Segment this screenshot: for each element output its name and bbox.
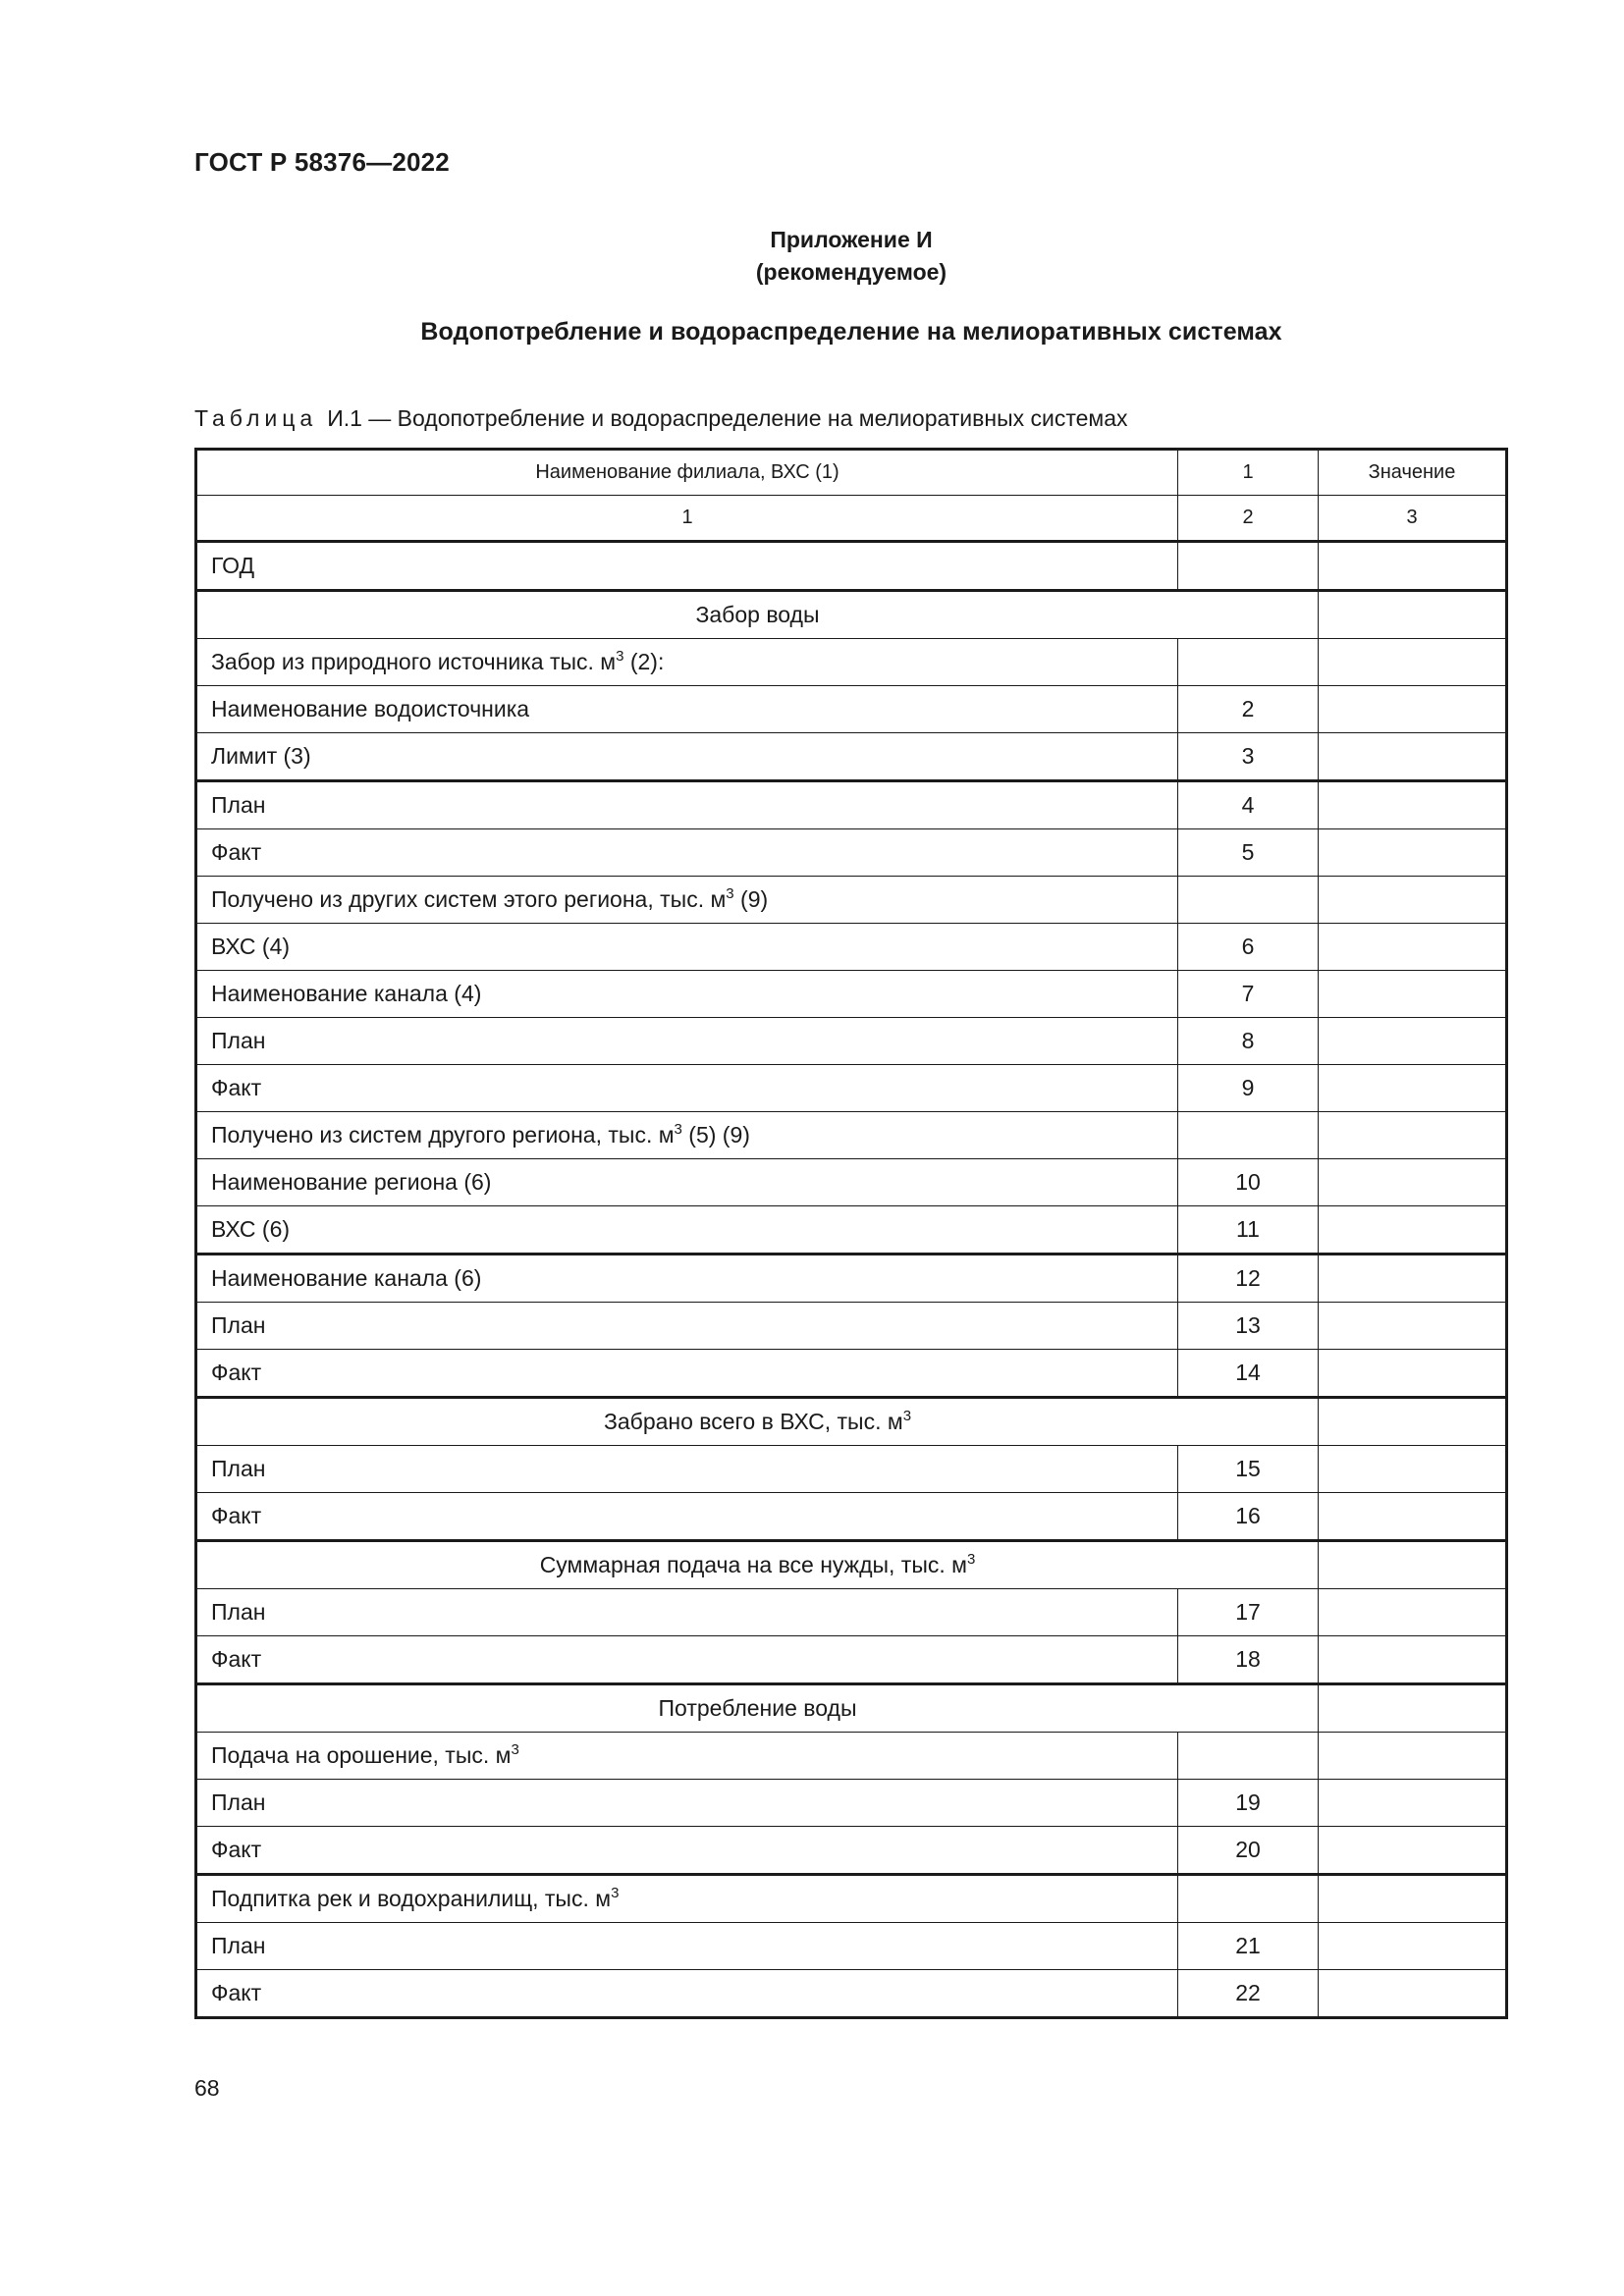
indicator-label: Факт (211, 1360, 262, 1385)
code-cell (1178, 639, 1319, 686)
section-label-cell (196, 1684, 1319, 1733)
indicator-label: Факт (211, 1503, 262, 1528)
table-row (196, 1206, 1507, 1255)
table-row (196, 686, 1507, 733)
indicator-cell (196, 1875, 1178, 1923)
indicator-note: (2): (623, 649, 665, 674)
indicator-label: План (211, 1599, 266, 1625)
value-cell (1319, 829, 1507, 877)
indicator-label: Факт (211, 1646, 262, 1672)
code-cell (1178, 877, 1319, 924)
indicator-label: План (211, 1028, 266, 1053)
code-cell: 9 (1178, 1065, 1319, 1112)
code-cell: 18 (1178, 1636, 1319, 1684)
indicator-cell (196, 1255, 1178, 1303)
indicator-cell (196, 1589, 1178, 1636)
section-label-cell (196, 1398, 1319, 1446)
section-title: Водопотребление и водораспределение на мелиоративных системах (420, 318, 1282, 346)
value-cell (1319, 924, 1507, 971)
indicator-cell (196, 686, 1178, 733)
indicator-cell (196, 1065, 1178, 1112)
indicator-cell (196, 1446, 1178, 1493)
table-section-row (196, 1541, 1507, 1589)
water-use-table (194, 448, 1508, 2019)
indicator-cell (196, 781, 1178, 829)
table-row (196, 1255, 1507, 1303)
table-section-row (196, 1398, 1507, 1446)
table-caption-text: И.1 — Водопотребление и водораспределение на мелиоративных системах (327, 405, 1128, 431)
indicator-label: ВХС (4) (211, 934, 291, 959)
indicator-cell (196, 1827, 1178, 1875)
value-cell (1319, 1206, 1507, 1255)
value-cell (1319, 1684, 1507, 1733)
table-row (196, 1589, 1507, 1636)
indicator-cell (196, 1159, 1178, 1206)
value-cell (1319, 1780, 1507, 1827)
indicator-label: Получено из систем другого региона, тыс. м (211, 1122, 675, 1148)
indicator-label: Получено из других систем этого региона, тыс. м (211, 886, 727, 912)
indicator-cell (196, 1970, 1178, 2018)
value-cell (1319, 1398, 1507, 1446)
header-number-1: 1 (196, 496, 1178, 542)
code-cell: 3 (1178, 733, 1319, 781)
code-cell: 15 (1178, 1446, 1319, 1493)
table-row (196, 1065, 1507, 1112)
table-section-row (196, 591, 1507, 639)
indicator-cell (196, 1493, 1178, 1541)
indicator-cell (196, 829, 1178, 877)
code-cell: 4 (1178, 781, 1319, 829)
code-cell: 7 (1178, 971, 1319, 1018)
value-cell (1319, 1112, 1507, 1159)
code-cell: 16 (1178, 1493, 1319, 1541)
table-row (196, 877, 1507, 924)
header-cell-name: Наименование филиала, ВХС (1) (196, 450, 1178, 496)
table-row (196, 1159, 1507, 1206)
table-header-row-1 (196, 450, 1507, 496)
value-cell (1319, 1350, 1507, 1398)
table-row (196, 1636, 1507, 1684)
appendix-heading (194, 224, 1508, 289)
indicator-label: План (211, 1312, 266, 1338)
value-cell (1319, 1827, 1507, 1875)
value-cell (1319, 1018, 1507, 1065)
indicator-cell (196, 1350, 1178, 1398)
indicator-label: План (211, 1789, 266, 1815)
table-row (196, 971, 1507, 1018)
code-cell (1178, 1112, 1319, 1159)
table-row (196, 1827, 1507, 1875)
code-cell (1178, 542, 1319, 591)
indicator-cell (196, 1733, 1178, 1780)
table-caption-word: Таблица (194, 405, 318, 431)
table-header-row-2 (196, 496, 1507, 542)
indicator-label: Наименование канала (4) (211, 981, 482, 1006)
indicator-cell (196, 639, 1178, 686)
appendix-title: Приложение И (770, 227, 933, 252)
section-label-cell (196, 1541, 1319, 1589)
table-row (196, 924, 1507, 971)
table-row (196, 1018, 1507, 1065)
table-row (196, 1875, 1507, 1923)
header-number-3: 3 (1319, 496, 1507, 542)
table-row (196, 1446, 1507, 1493)
header-number-2: 2 (1178, 496, 1319, 542)
table-row (196, 1780, 1507, 1827)
indicator-label: Наименование канала (6) (211, 1265, 482, 1291)
indicator-label: Забрано всего в ВХС, тыс. м (603, 1409, 903, 1434)
value-cell (1319, 1446, 1507, 1493)
table-row (196, 781, 1507, 829)
indicator-label: План (211, 792, 266, 818)
value-cell (1319, 542, 1507, 591)
value-cell (1319, 591, 1507, 639)
code-cell (1178, 1733, 1319, 1780)
indicator-label: Потребление воды (658, 1695, 857, 1721)
value-cell (1319, 686, 1507, 733)
unit-superscript: 3 (674, 1121, 682, 1138)
table-row (196, 639, 1507, 686)
unit-superscript: 3 (966, 1551, 976, 1568)
indicator-cell (196, 1923, 1178, 1970)
indicator-label: Лимит (3) (211, 743, 311, 769)
table-row (196, 542, 1507, 591)
code-cell: 22 (1178, 1970, 1319, 2018)
code-cell: 21 (1178, 1923, 1319, 1970)
indicator-cell (196, 1636, 1178, 1684)
value-cell (1319, 1541, 1507, 1589)
indicator-label: Забор из природного источника тыс. м (211, 649, 617, 674)
indicator-cell (196, 971, 1178, 1018)
indicator-note: (5) (9) (681, 1122, 750, 1148)
indicator-label: Подпитка рек и водохранилищ, тыс. м (211, 1886, 612, 1911)
code-cell: 19 (1178, 1780, 1319, 1827)
value-cell (1319, 1159, 1507, 1206)
indicator-label: Факт (211, 1980, 262, 2005)
value-cell (1319, 1636, 1507, 1684)
value-cell (1319, 1303, 1507, 1350)
value-cell (1319, 781, 1507, 829)
unit-superscript: 3 (511, 1741, 519, 1758)
value-cell (1319, 1255, 1507, 1303)
code-cell: 2 (1178, 686, 1319, 733)
value-cell (1319, 639, 1507, 686)
section-label-cell (196, 591, 1319, 639)
value-cell (1319, 1875, 1507, 1923)
table-section-row (196, 1684, 1507, 1733)
indicator-note: (9) (733, 886, 769, 912)
indicator-label: План (211, 1456, 266, 1481)
indicator-cell (196, 1303, 1178, 1350)
code-cell: 11 (1178, 1206, 1319, 1255)
value-cell (1319, 1065, 1507, 1112)
code-cell: 17 (1178, 1589, 1319, 1636)
indicator-label: Суммарная подача на все нужды, тыс. м (539, 1552, 967, 1577)
indicator-label: ВХС (6) (211, 1216, 291, 1242)
indicator-label: Наименование региона (6) (211, 1169, 492, 1195)
value-cell (1319, 1923, 1507, 1970)
indicator-label: ГОД (211, 553, 255, 578)
code-cell: 20 (1178, 1827, 1319, 1875)
code-cell: 8 (1178, 1018, 1319, 1065)
document-code: ГОСТ Р 58376—2022 (194, 147, 450, 177)
indicator-cell (196, 877, 1178, 924)
value-cell (1319, 733, 1507, 781)
value-cell (1319, 877, 1507, 924)
indicator-label: Забор воды (695, 602, 820, 627)
appendix-status: (рекомендуемое) (755, 259, 947, 285)
code-cell: 10 (1178, 1159, 1319, 1206)
code-cell: 14 (1178, 1350, 1319, 1398)
indicator-cell (196, 1206, 1178, 1255)
header-cell-value: Значение (1319, 450, 1507, 496)
unit-superscript: 3 (902, 1408, 912, 1424)
unit-superscript: 3 (616, 648, 624, 665)
code-cell: 5 (1178, 829, 1319, 877)
code-cell (1178, 1875, 1319, 1923)
table-caption (194, 405, 1128, 432)
indicator-label: Факт (211, 1075, 262, 1100)
value-cell (1319, 971, 1507, 1018)
value-cell (1319, 1589, 1507, 1636)
unit-superscript: 3 (726, 885, 734, 902)
code-cell: 12 (1178, 1255, 1319, 1303)
indicator-cell (196, 1112, 1178, 1159)
indicator-label: Подача на орошение, тыс. м (211, 1742, 512, 1768)
table-row (196, 1493, 1507, 1541)
page-number: 68 (194, 2075, 220, 2101)
value-cell (1319, 1493, 1507, 1541)
code-cell: 6 (1178, 924, 1319, 971)
table-row (196, 1970, 1507, 2018)
table-row (196, 1923, 1507, 1970)
code-cell: 13 (1178, 1303, 1319, 1350)
indicator-label: Факт (211, 1837, 262, 1862)
indicator-cell (196, 924, 1178, 971)
table-row (196, 1303, 1507, 1350)
indicator-cell (196, 733, 1178, 781)
indicator-cell (196, 1780, 1178, 1827)
table-row (196, 1733, 1507, 1780)
table-row (196, 733, 1507, 781)
header-cell-code: 1 (1178, 450, 1319, 496)
unit-superscript: 3 (611, 1885, 620, 1901)
table-row (196, 1112, 1507, 1159)
value-cell (1319, 1970, 1507, 2018)
indicator-label: Наименование водоисточника (211, 696, 530, 721)
value-cell (1319, 1733, 1507, 1780)
indicator-label: План (211, 1933, 266, 1958)
indicator-cell (196, 1018, 1178, 1065)
table-row (196, 829, 1507, 877)
indicator-cell (196, 542, 1178, 591)
indicator-label: Факт (211, 839, 262, 865)
table-row (196, 1350, 1507, 1398)
